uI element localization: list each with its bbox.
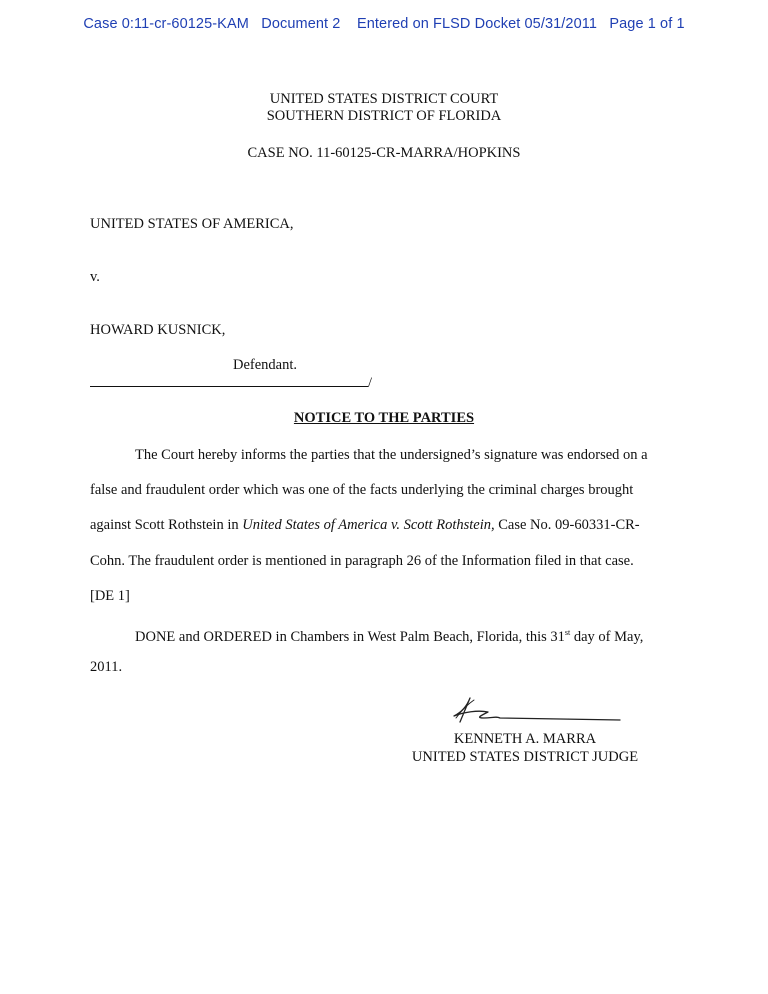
- versus: v.: [90, 269, 100, 285]
- court-district: SOUTHERN DISTRICT OF FLORIDA: [266, 108, 502, 124]
- text-segment: day of May,: [570, 629, 644, 645]
- text-segment: Case No. 09-60331-CR-: [494, 517, 640, 533]
- judge-name: KENNETH A. MARRA: [453, 731, 597, 747]
- text-segment: DONE and ORDERED in Chambers in West Palm Beach, Florida, this 31: [135, 629, 565, 645]
- notice-paragraph-line: The Court hereby informs the parties that the undersigned’s signature was endorsed on a: [135, 447, 648, 463]
- caption-rule: [90, 374, 372, 392]
- notice-paragraph-line: false and fraudulent order which was one of the facts underlying the criminal charges brought: [90, 482, 634, 498]
- text-segment: against Scott Rothstein in: [90, 517, 243, 533]
- notice-paragraph-line: Cohn. The fraudulent order is mentioned in paragraph 26 of the Information filed in that case.: [90, 553, 634, 569]
- case-citation: United States of America v. Scott Rothstein,: [242, 517, 495, 533]
- judge-title: UNITED STATES DISTRICT JUDGE: [411, 749, 639, 765]
- defendant-name: HOWARD KUSNICK,: [90, 322, 226, 338]
- caption-slash: /: [368, 375, 373, 391]
- docket-entry-ref: [DE 1]: [90, 588, 130, 604]
- notice-paragraph-line: [90, 517, 640, 534]
- order-year: 2011.: [90, 659, 123, 675]
- docket-header-stamp: Case 0:11-cr-60125-KAM Document 2 Entered on FLSD Docket 05/31/2011 Page 1 of 1: [83, 16, 685, 32]
- notice-title: NOTICE TO THE PARTIES: [293, 410, 475, 426]
- judge-signature-image: [440, 688, 630, 728]
- defendant-role: Defendant.: [233, 357, 298, 373]
- ordinal-suffix: st: [564, 628, 571, 637]
- plaintiff-name: UNITED STATES OF AMERICA,: [90, 216, 294, 232]
- caption-underline: [90, 374, 368, 387]
- case-number: CASE NO. 11-60125-CR-MARRA/HOPKINS: [247, 145, 521, 161]
- court-name: UNITED STATES DISTRICT COURT: [269, 91, 499, 107]
- done-ordered-line: [135, 624, 643, 646]
